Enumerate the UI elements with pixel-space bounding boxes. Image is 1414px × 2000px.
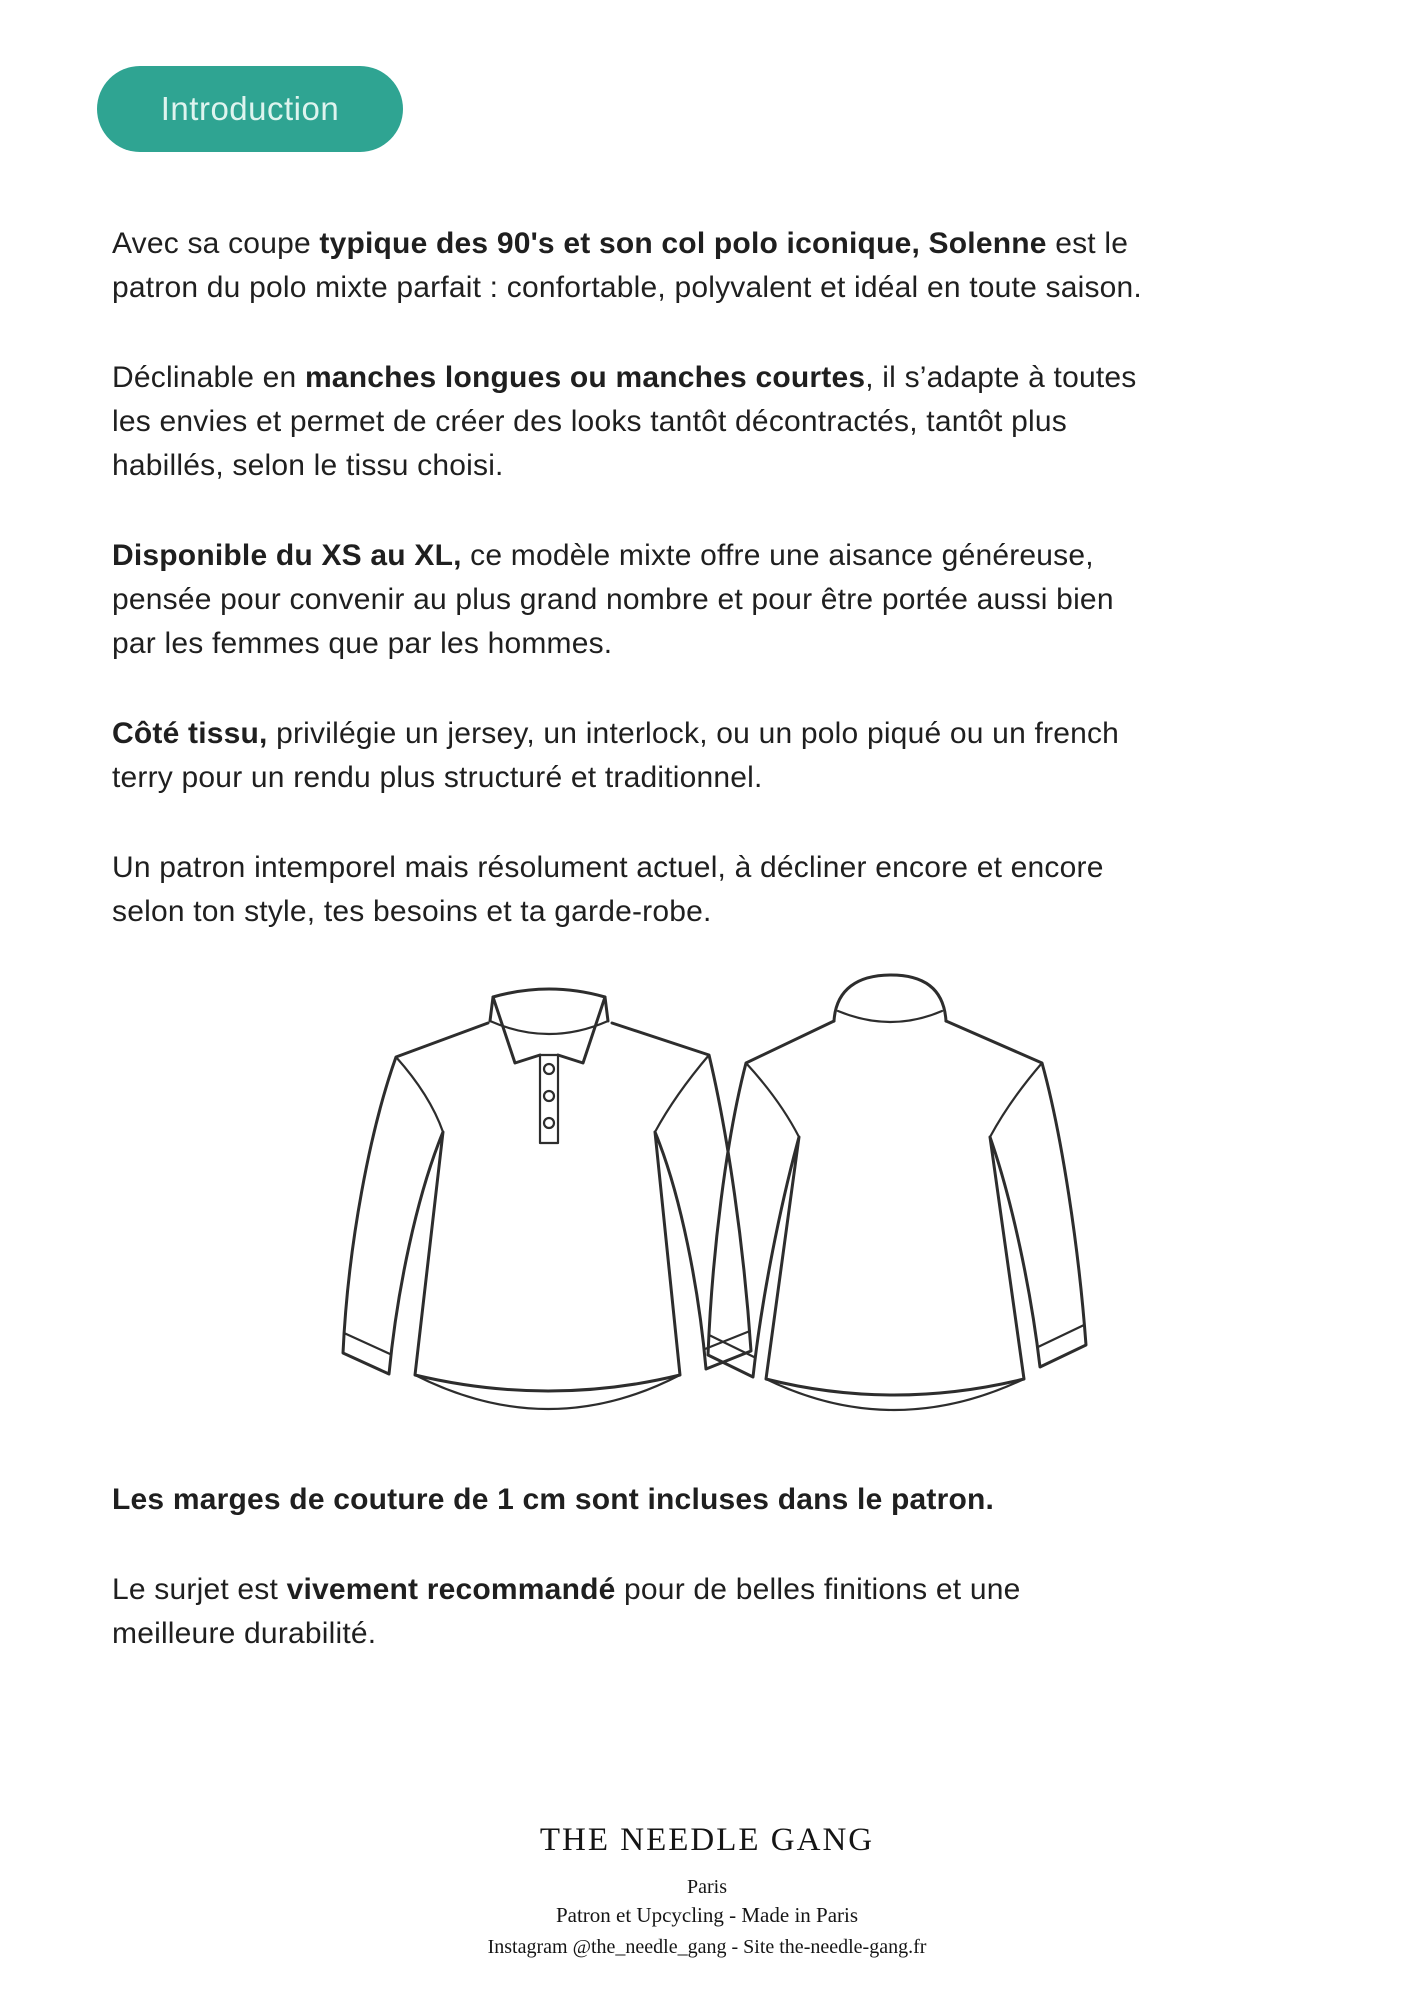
button: [544, 1118, 554, 1128]
brand-city: Paris: [687, 1876, 727, 1898]
polo-technical-drawing: [250, 955, 1190, 1445]
paragraph: Le surjet est vivement recommandé pour de belles finitions et une meilleure durabilité.: [112, 1573, 1021, 1650]
paragraph: Un patron intemporel mais résolument actuel, à décliner encore et encore selon ton style, tes besoins et ta garde-robe.: [112, 851, 1104, 928]
notes-text-block: [112, 1478, 1322, 1702]
button: [544, 1091, 554, 1101]
paragraph: Disponible du XS au XL, ce modèle mixte offre une aisance généreuse, pensée pour convenir au plus grand nombre et pour être portée aussi bien par les femmes que par les hommes.: [112, 539, 1114, 660]
section-badge: [97, 66, 403, 152]
paragraph: Déclinable en manches longues ou manches courtes, il s’adapte à toutes les envies et permet de créer des looks tantôt décontractés, tantôt plus habillés, selon le tissu choisi.: [112, 361, 1137, 482]
polo-front-view: [343, 989, 751, 1409]
button: [544, 1064, 554, 1074]
paragraph: Avec sa coupe typique des 90's et son col polo iconique, Solenne est le patron du polo mixte parfait : confortable, polyvalent et idéal en toute saison.: [112, 227, 1142, 304]
intro-text-block: [112, 222, 1322, 980]
section-badge-label: Introduction: [160, 90, 340, 127]
brand-logo: THE NEEDLE GANG: [539, 1822, 875, 1858]
polo-back-view: [708, 975, 1086, 1410]
paragraph: Les marges de couture de 1 cm sont incluses dans le patron.: [112, 1483, 995, 1516]
brand-contact: Instagram @the_needle_gang - Site the-needle-gang.fr: [487, 1936, 927, 1958]
placket: [540, 1055, 558, 1143]
paragraph: Côté tissu, privilégie un jersey, un interlock, ou un polo piqué ou un french terry pour un rendu plus structuré et traditionnel.: [112, 717, 1120, 794]
brand-tagline: Patron et Upcycling - Made in Paris: [555, 1903, 859, 1927]
